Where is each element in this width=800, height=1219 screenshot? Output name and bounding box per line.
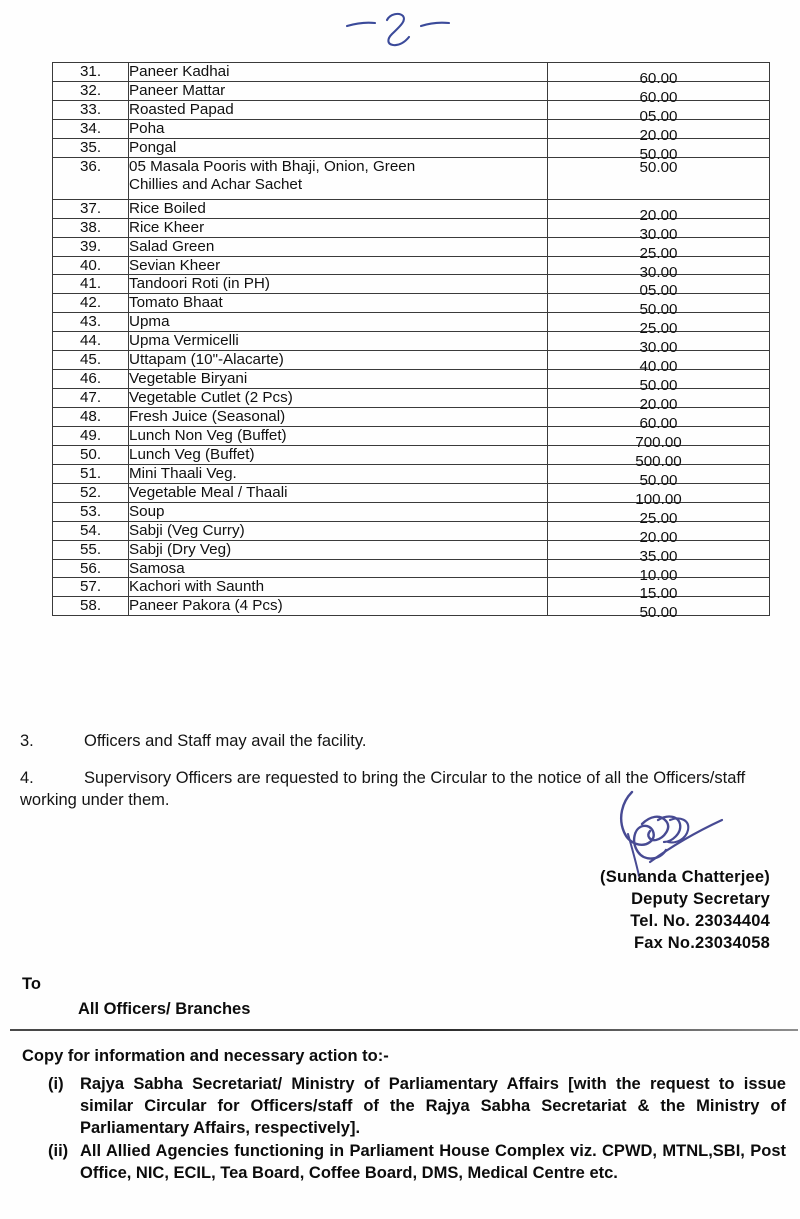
cell-serial-number: 32. — [53, 81, 129, 100]
cell-item-name: Lunch Veg (Buffet) — [129, 445, 548, 464]
table-row — [53, 63, 770, 82]
cell-serial-number: 48. — [53, 408, 129, 427]
cell-serial-number: 55. — [53, 540, 129, 559]
paragraph-4-number: 4. — [20, 769, 34, 787]
cell-serial-number: 51. — [53, 464, 129, 483]
cell-item-name: Soup — [129, 502, 548, 521]
cell-serial-number: 56. — [53, 559, 129, 578]
cell-serial-number: 50. — [53, 445, 129, 464]
signature-block — [600, 866, 770, 954]
cell-item-name: Tandoori Roti (in PH) — [129, 275, 548, 294]
cell-item-name: Vegetable Biryani — [129, 370, 548, 389]
cell-serial-number: 38. — [53, 218, 129, 237]
cell-item-name: Sabji (Dry Veg) — [129, 540, 548, 559]
price-value: 30.00 — [639, 225, 678, 243]
price-value: 30.00 — [639, 339, 678, 357]
cell-price — [548, 63, 770, 87]
cell-item-name: Pongal — [129, 138, 548, 157]
cell-item-name: Poha — [129, 119, 548, 138]
price-value: 30.00 — [639, 263, 678, 281]
cell-item-name: Salad Green — [129, 237, 548, 256]
price-value: 05.00 — [639, 107, 678, 125]
paragraph-3-number: 3. — [20, 732, 34, 750]
list-item-text: Rajya Sabha Secretariat/ Ministry of Parliamentary Affairs [with the request to issue similar Circular for Officers/staff of the Rajya Sabha Secretariat & the Ministry of Parliamentary Affairs, respectively]. — [80, 1075, 786, 1137]
cell-serial-number: 36. — [53, 157, 129, 199]
list-item-marker: (i) — [48, 1075, 64, 1093]
price-value: 20.00 — [639, 126, 678, 144]
cell-item-name: 05 Masala Pooris with Bhaji, Onion, Green Chillies and Achar Sachet — [129, 157, 548, 199]
cell-serial-number: 43. — [53, 313, 129, 332]
menu-table-body — [53, 63, 770, 622]
table-row — [53, 199, 770, 218]
cell-item-name: Paneer Kadhai — [129, 63, 548, 82]
price-value: 20.00 — [639, 206, 678, 224]
cell-serial-number: 35. — [53, 138, 129, 157]
price-value: 100.00 — [635, 490, 682, 508]
price-value: 50.00 — [639, 604, 678, 622]
cell-price — [548, 157, 770, 199]
price-value: 50.00 — [639, 377, 678, 395]
cell-serial-number: 46. — [53, 370, 129, 389]
cell-item-name: Samosa — [129, 559, 548, 578]
to-recipient: All Officers/ Branches — [78, 1000, 251, 1018]
cell-item-name: Mini Thaali Veg. — [129, 464, 548, 483]
cell-serial-number: 54. — [53, 521, 129, 540]
paragraph-4-text: Supervisory Officers are requested to bring the Circular to the notice of all the Officers/staff working under them. — [20, 769, 746, 809]
cell-serial-number: 37. — [53, 199, 129, 218]
cell-item-name: Paneer Mattar — [129, 81, 548, 100]
price-value: 60.00 — [639, 88, 678, 106]
cell-item-name: Sabji (Veg Curry) — [129, 521, 548, 540]
price-value: 50.00 — [639, 145, 678, 163]
signatory-designation: Deputy Secretary — [631, 890, 770, 909]
cell-serial-number: 31. — [53, 63, 129, 82]
cell-item-name: Sevian Kheer — [129, 256, 548, 275]
signatory-name: (Sunanda Chatterjee) — [600, 868, 770, 886]
cell-serial-number: 49. — [53, 426, 129, 445]
handwritten-page-number — [0, 6, 800, 52]
cell-serial-number: 34. — [53, 119, 129, 138]
cell-item-name: Vegetable Meal / Thaali — [129, 483, 548, 502]
price-value: 10.00 — [639, 566, 678, 584]
cell-serial-number: 42. — [53, 294, 129, 313]
cell-serial-number: 57. — [53, 578, 129, 597]
cell-serial-number: 58. — [53, 597, 129, 616]
price-value: 20.00 — [639, 528, 678, 546]
cell-item-name-line2: Chillies and Achar Sachet — [129, 175, 303, 193]
cell-item-name: Upma — [129, 313, 548, 332]
signatory-telephone: Tel. No. 23034404 — [630, 912, 770, 931]
price-value: 15.00 — [639, 585, 678, 603]
price-value: 20.00 — [639, 396, 678, 414]
horizontal-divider — [10, 1029, 798, 1031]
cell-item-name: Vegetable Cutlet (2 Pcs) — [129, 389, 548, 408]
list-item-text: All Allied Agencies functioning in Parliament House Complex viz. CPWD, MTNL,SBI, Post Office, NIC, ECIL, Tea Board, Coffee Board, DMS, Medical Centre etc. — [80, 1141, 786, 1182]
to-label: To — [22, 975, 41, 993]
cell-serial-number: 45. — [53, 351, 129, 370]
cell-serial-number: 52. — [53, 483, 129, 502]
copy-to-heading: Copy for information and necessary action to:- — [22, 1047, 389, 1065]
cell-item-name: Upma Vermicelli — [129, 332, 548, 351]
price-value: 700.00 — [635, 433, 682, 451]
price-value: 500.00 — [635, 452, 682, 470]
cell-serial-number: 53. — [53, 502, 129, 521]
cell-item-name: Rice Boiled — [129, 199, 548, 218]
menu-price-table — [52, 62, 768, 622]
price-value: 50.00 — [639, 158, 678, 176]
cell-price — [548, 199, 770, 224]
list-item — [48, 1074, 786, 1140]
cell-serial-number: 44. — [53, 332, 129, 351]
cell-item-name: Fresh Juice (Seasonal) — [129, 408, 548, 427]
price-value: 50.00 — [639, 301, 678, 319]
cell-serial-number: 39. — [53, 237, 129, 256]
cell-item-name: Rice Kheer — [129, 218, 548, 237]
cell-serial-number: 47. — [53, 389, 129, 408]
price-value: 05.00 — [639, 282, 678, 300]
price-value: 25.00 — [639, 244, 678, 262]
list-item-marker: (ii) — [48, 1141, 69, 1160]
paragraph-4 — [20, 768, 780, 812]
cell-item-name: Paneer Pakora (4 Pcs) — [129, 597, 548, 616]
cell-item-name: Uttapam (10"-Alacarte) — [129, 351, 548, 370]
list-item — [48, 1141, 786, 1185]
price-value: 60.00 — [639, 70, 678, 87]
price-value: 35.00 — [639, 547, 678, 565]
cell-item-name: Tomato Bhaat — [129, 294, 548, 313]
price-value: 25.00 — [639, 320, 678, 338]
price-value: 25.00 — [639, 509, 678, 527]
price-value: 60.00 — [639, 415, 678, 432]
copy-to-list — [48, 1074, 786, 1186]
signatory-fax: Fax No.23034058 — [633, 934, 770, 953]
cell-item-name: Kachori with Saunth — [129, 578, 548, 597]
cell-serial-number: 33. — [53, 100, 129, 119]
paragraph-3 — [20, 731, 720, 753]
price-value: 40.00 — [639, 358, 678, 376]
cell-item-name: Roasted Papad — [129, 100, 548, 119]
price-value: 50.00 — [639, 471, 678, 489]
paragraph-3-text: Officers and Staff may avail the facility. — [84, 732, 367, 750]
table-row — [53, 157, 770, 199]
cell-serial-number: 41. — [53, 275, 129, 294]
cell-serial-number: 40. — [53, 256, 129, 275]
cell-item-name: Lunch Non Veg (Buffet) — [129, 426, 548, 445]
